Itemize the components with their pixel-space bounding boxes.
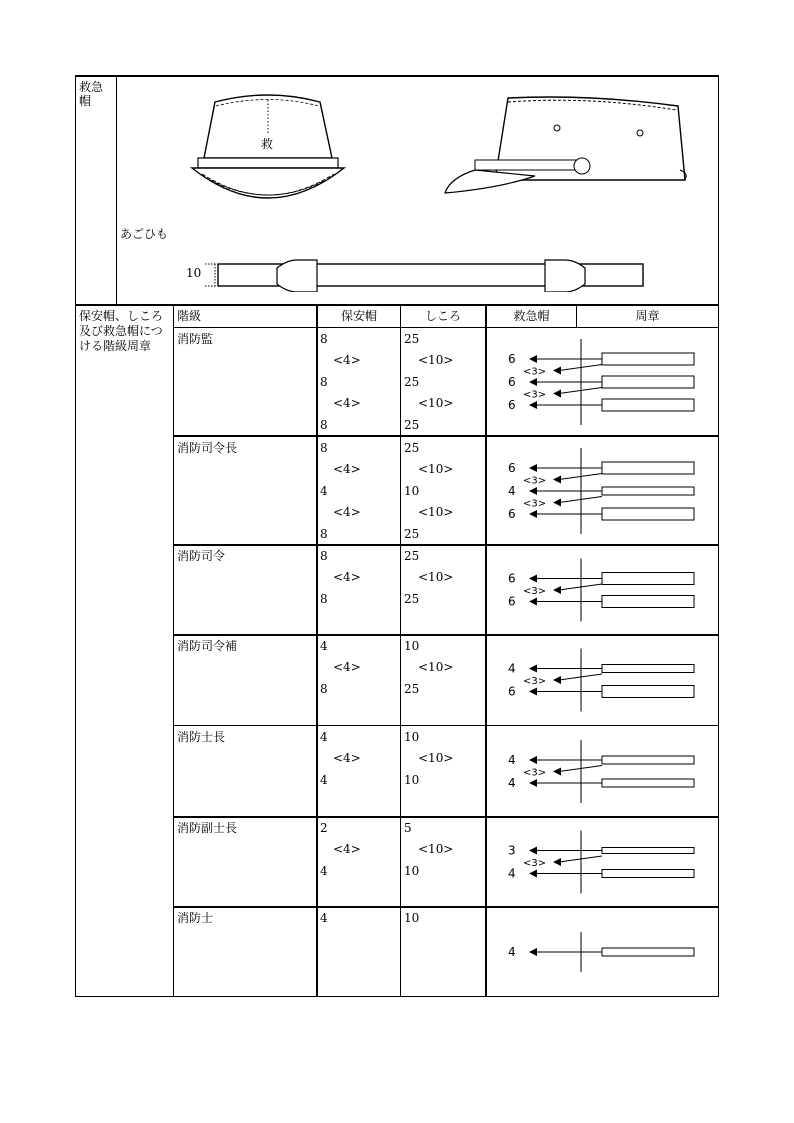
header-cap: 救急帽 [513, 309, 550, 323]
shikoro-value: 10 [404, 484, 420, 498]
band-width-label: 6 [508, 684, 516, 699]
gap-arrow-head [553, 768, 561, 776]
band-stripe [602, 353, 694, 365]
arrow-head [529, 355, 537, 363]
band-gap-label: <3> [523, 498, 547, 510]
gap-arrow-head [553, 676, 561, 684]
band-stripe [602, 848, 694, 854]
arrow-head [529, 575, 537, 583]
rank-name: 消防士長 [177, 730, 226, 744]
band-stripe [602, 573, 694, 585]
rule [75, 996, 719, 997]
band-stripe [602, 779, 694, 787]
shikoro-value: 10 [404, 639, 420, 653]
shikoro-value: 25 [404, 441, 420, 455]
rule [116, 75, 117, 305]
shikoro-value: 25 [404, 592, 420, 606]
shikoro-gap: <10> [418, 396, 454, 410]
band-width-label: 4 [508, 753, 516, 767]
helmet-gap: <4> [333, 751, 361, 765]
band-width-label: 4 [508, 866, 516, 881]
rank-name: 消防司令補 [177, 639, 238, 653]
arrow-head [529, 401, 537, 409]
band-stripe [602, 870, 694, 878]
arrow-head [529, 948, 537, 956]
strap-width-label: 10 [186, 266, 202, 280]
arrow-head [529, 665, 537, 673]
rule [400, 305, 401, 997]
header-rank: 階級 [177, 309, 202, 323]
band-gap-label: <3> [523, 366, 547, 378]
rule [718, 75, 719, 997]
shikoro-value: 25 [404, 418, 420, 432]
gap-arrow-head [553, 499, 561, 507]
helmet-value: 8 [320, 332, 328, 346]
rule [173, 435, 719, 437]
helmet-value: 4 [320, 730, 328, 744]
shikoro-value: 25 [404, 682, 420, 696]
shikoro-gap: <10> [418, 570, 454, 584]
rule [75, 75, 719, 77]
gap-arrow-head [553, 586, 561, 594]
helmet-value: 8 [320, 418, 328, 432]
arrow-head [529, 464, 537, 472]
band-width-label: 4 [508, 661, 516, 676]
rank-name: 消防司令長 [177, 441, 238, 455]
shikoro-gap: <10> [418, 353, 454, 367]
helmet-value: 4 [320, 864, 328, 878]
shikoro-value: 10 [404, 911, 420, 925]
helmet-value: 8 [320, 441, 328, 455]
shikoro-value: 10 [404, 864, 420, 878]
band-stripe [602, 462, 694, 474]
arrow-head [529, 598, 537, 606]
band-stripe [602, 596, 694, 608]
helmet-gap: <4> [333, 462, 361, 476]
arrow-head [529, 779, 537, 787]
header-helmet: 保安帽 [340, 309, 377, 323]
helmet-value: 8 [320, 527, 328, 541]
helmet-value: 4 [320, 773, 328, 787]
svg-text:救: 救 [261, 137, 274, 151]
arrow-head [529, 378, 537, 386]
shikoro-gap: <10> [418, 842, 454, 856]
shikoro-gap: <10> [418, 660, 454, 674]
band-diagram [487, 329, 718, 435]
band-diagram [487, 438, 718, 544]
band-gap-label: <3> [523, 389, 547, 401]
cap-side-illustration [440, 88, 705, 200]
rule [75, 304, 719, 306]
cap-front-illustration [180, 88, 355, 213]
shikoro-value: 10 [404, 773, 420, 787]
band-gap-label: <3> [523, 586, 547, 597]
band-width-label: 3 [508, 843, 516, 858]
band-diagram [487, 546, 718, 634]
band-stripe [602, 665, 694, 673]
band-width-label: 6 [508, 398, 516, 412]
header-shikoro: しころ [424, 309, 461, 323]
band-width-label: 4 [508, 776, 516, 790]
rank-name: 消防司令 [177, 549, 226, 563]
shikoro-gap: <10> [418, 462, 454, 476]
rule [173, 725, 719, 726]
shikoro-value: 25 [404, 527, 420, 541]
helmet-value: 8 [320, 592, 328, 606]
band-gap-label: <3> [523, 767, 547, 779]
cap-section-label: 救急帽 [79, 80, 104, 108]
band-width-label: 6 [508, 507, 516, 521]
shikoro-value: 25 [404, 375, 420, 389]
chin-strap-illustration [205, 256, 650, 292]
shikoro-value: 25 [404, 332, 420, 346]
shikoro-value: 25 [404, 549, 420, 563]
helmet-gap: <4> [333, 505, 361, 519]
band-diagram [487, 908, 718, 996]
helmet-gap: <4> [333, 353, 361, 367]
band-width-label: 4 [508, 945, 516, 959]
rule [173, 305, 174, 997]
rule [173, 327, 719, 328]
band-stripe [602, 756, 694, 764]
arrow-head [529, 870, 537, 878]
chin-strap-label: あごひも [120, 227, 169, 241]
helmet-value: 8 [320, 375, 328, 389]
band-width-label: 6 [508, 375, 516, 389]
band-width-label: 6 [508, 461, 516, 475]
band-stripe [602, 948, 694, 956]
header-band: 周章 [635, 309, 660, 323]
helmet-value: 8 [320, 549, 328, 563]
arrow-head [529, 510, 537, 518]
shikoro-value: 10 [404, 730, 420, 744]
band-gap-label: <3> [523, 475, 547, 487]
shikoro-gap: <10> [418, 751, 454, 765]
band-width-label: 4 [508, 484, 516, 498]
band-width-label: 6 [508, 352, 516, 366]
band-width-label: 6 [508, 594, 516, 609]
arrow-head [529, 487, 537, 495]
rank-insignia-section-label: 保安帽、しころ及び救急帽につける階級周章 [79, 309, 164, 353]
gap-arrow-head [553, 390, 561, 398]
rank-name: 消防副士長 [177, 821, 238, 835]
rank-name: 消防士 [177, 911, 214, 925]
gap-arrow-head [553, 476, 561, 484]
band-gap-label: <3> [523, 858, 547, 869]
band-diagram [487, 818, 718, 906]
helmet-value: 8 [320, 682, 328, 696]
shikoro-gap: <10> [418, 505, 454, 519]
helmet-gap: <4> [333, 570, 361, 584]
arrow-head [529, 688, 537, 696]
arrow-head [529, 847, 537, 855]
rule [75, 75, 76, 997]
band-stripe [602, 399, 694, 411]
band-stripe [602, 487, 694, 495]
helmet-gap: <4> [333, 396, 361, 410]
band-diagram [487, 727, 718, 816]
shikoro-value: 5 [404, 821, 412, 835]
helmet-value: 4 [320, 484, 328, 498]
band-gap-label: <3> [523, 676, 547, 687]
helmet-value: 2 [320, 821, 328, 835]
rule [316, 305, 318, 997]
helmet-gap: <4> [333, 842, 361, 856]
helmet-gap: <4> [333, 660, 361, 674]
arrow-head [529, 756, 537, 764]
band-stripe [602, 376, 694, 388]
helmet-value: 4 [320, 639, 328, 653]
band-stripe [602, 686, 694, 698]
band-diagram [487, 636, 718, 724]
band-width-label: 6 [508, 571, 516, 586]
gap-arrow-head [553, 858, 561, 866]
rank-name: 消防監 [177, 332, 214, 346]
gap-arrow-head [553, 367, 561, 375]
helmet-value: 4 [320, 911, 328, 925]
band-stripe [602, 508, 694, 520]
